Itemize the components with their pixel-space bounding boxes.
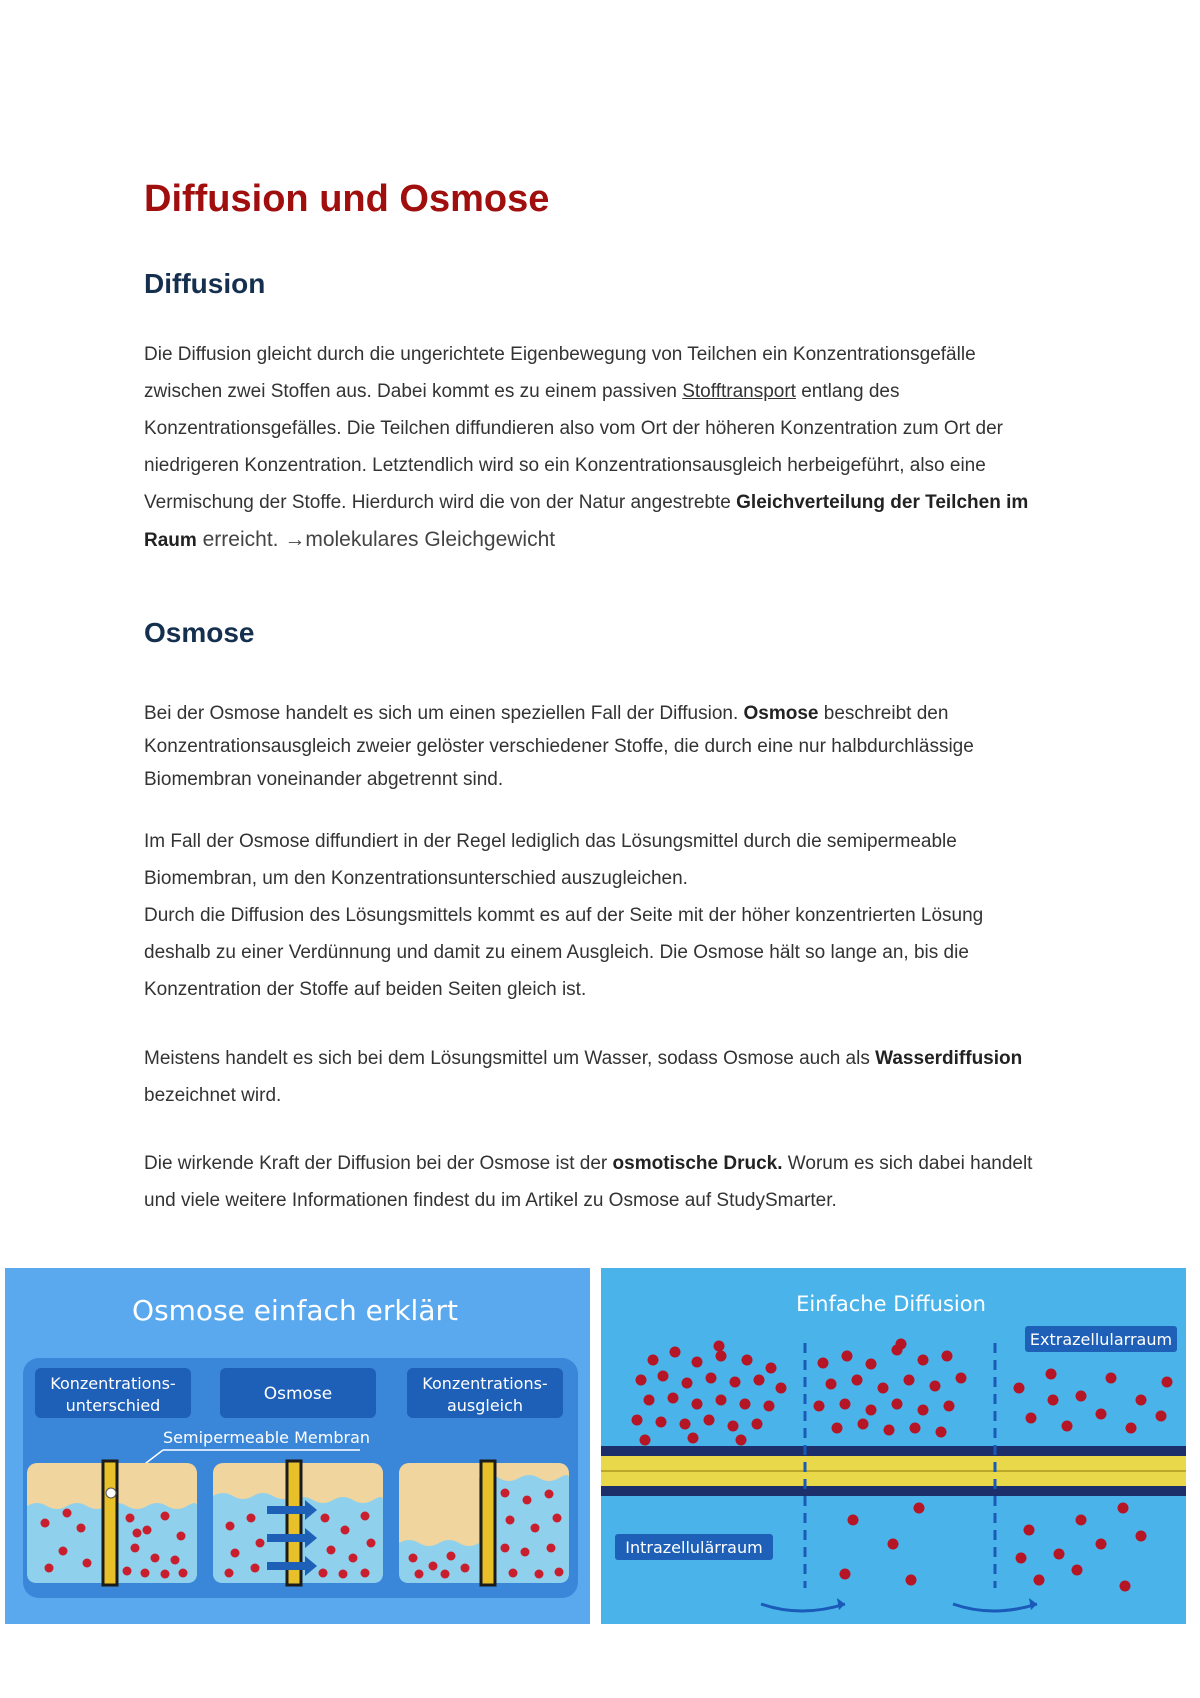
osmose-p1-part2: beschreibt den Konzentrationsausgleich zweier gelöster verschiedener Stoffe, die durch eine nur halbdurchlässige Biomembran voneinander abgetrennt sind.: [144, 703, 974, 790]
osmose-paragraph-1: [144, 697, 1044, 796]
osmose-illustration: [5, 1268, 590, 1624]
osmose-p3-part2: bezeichnet wird.: [144, 1085, 282, 1106]
diffusion-illustration: [601, 1268, 1186, 1624]
membrane-label: Semipermeable Membran: [163, 1428, 371, 1447]
box1-line2: unterschied: [65, 1396, 161, 1415]
osmose-figure-title: Osmose einfach erklärt: [132, 1294, 458, 1327]
tank-2: [213, 1461, 383, 1585]
osmose-p1-part1: Bei der Osmose handelt es sich um einen speziellen Fall der Diffusion.: [144, 703, 744, 724]
osmose-p1-bold: Osmose: [743, 703, 819, 724]
osmose-p3-bold: Wasserdiffusion: [875, 1048, 1023, 1069]
osmose-paragraph-3: [144, 1040, 1044, 1114]
box3-line1: Konzentrations-: [422, 1374, 548, 1393]
page-title: Diffusion und Osmose: [144, 178, 550, 220]
diffusion-figure: [601, 1268, 1186, 1624]
osmose-p2-line1: Im Fall der Osmose diffundiert in der Regel lediglich das Lösungsmittel durch die semipermeable Biomembran, um den Konzentrationsunterschied auszugleichen.: [144, 831, 957, 889]
box2-label: Osmose: [263, 1384, 333, 1404]
osmose-p3-part1: Meistens handelt es sich bei dem Lösungsmittel um Wasser, sodass Osmose auch als: [144, 1048, 876, 1069]
intrazellular-label: Intrazellulärraum: [625, 1538, 763, 1557]
diffusion-bold-text: Gleichverteilung der Teilchen im Raum: [144, 492, 1029, 551]
stofftransport-link[interactable]: Stofftransport: [682, 381, 796, 402]
box1-line1: Konzentrations-: [50, 1374, 176, 1393]
extrazellular-label: Extrazellularraum: [1029, 1330, 1173, 1349]
osmose-p2-line2: Durch die Diffusion des Lösungsmittels kommt es auf der Seite mit der höher konzentrierten Lösung deshalb zu einer Verdünnung und damit zu einem Ausgleich. Die Osmose hält so lange an, bis die Konzentration der Stoffe auf beiden Seiten gleich ist.: [144, 905, 984, 1000]
osmose-heading: Osmose: [144, 617, 255, 648]
osmose-p4-part1: Die wirkende Kraft der Diffusion bei der Osmose ist der: [144, 1153, 613, 1174]
diffusion-figure-title: Einfache Diffusion: [796, 1292, 986, 1316]
lipid-membrane: [601, 1446, 1186, 1496]
osmose-p4-bold: osmotische Druck.: [612, 1153, 783, 1174]
diffusion-text-part2: entlang des Konzentrationsgefälles. Die Teilchen diffundieren also vom Ort der höheren Konzentration zum Ort der niedrigeren Konzentration. Letztendlich wird so ein Konzentrationsausgleich herbeigeführt, also eine Vermischung der Stoffe. Hierdurch wird die von der Natur angestrebte: [144, 381, 1003, 513]
diffusion-text-part1: Die Diffusion gleicht durch die ungerichtete Eigenbewegung von Teilchen ein Konzentrationsgefälle zwischen zwei Stoffen aus. Dabei kommt es zu einem passiven: [144, 344, 976, 402]
tank-3: [399, 1461, 569, 1585]
diffusion-tail-text: erreicht. →molekulares Gleichgewicht: [196, 528, 556, 551]
osmose-paragraph-2: [144, 823, 1044, 1008]
box3-line2: ausgleich: [446, 1396, 524, 1415]
osmose-figure: [5, 1268, 590, 1624]
osmose-paragraph-4: [144, 1145, 1044, 1219]
diffusion-paragraph: [144, 336, 1044, 559]
osmose-p4-part2: Worum es sich dabei handelt und viele weitere Informationen findest du im Artikel zu Osmose auf StudySmarter.: [144, 1153, 1033, 1211]
diffusion-heading: Diffusion: [144, 268, 266, 299]
